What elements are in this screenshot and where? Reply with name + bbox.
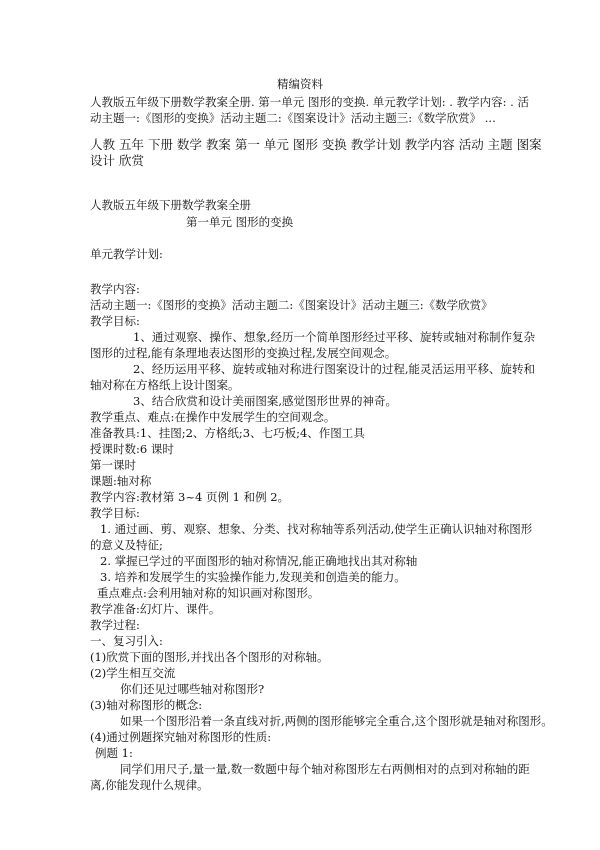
summary-line-1: 人教版五年级下册数学教案全册. 第一单元 图形的变换. 单元教学计划: . 教学内容: . 活 [90, 95, 529, 109]
keywords-line-2: 设计 欣赏 [90, 153, 144, 168]
step-2-question: 你们还见过哪些轴对称图形? [120, 682, 265, 696]
themes: 活动主题一:《图形的变换》活动主题二:《图案设计》活动主题三:《数学欣赏》 [90, 298, 493, 312]
example-1-text-b: 离,你能发现什么规律。 [90, 778, 209, 792]
step-3: (3)轴对称图形的概念: [90, 698, 203, 712]
unit-title: 第一单元 图形的变换 [186, 215, 294, 229]
unit-plan: 单元教学计划: [90, 247, 163, 261]
process-label: 教学过程: [90, 618, 140, 632]
step-3-definition: 如果一个图形沿着一条直线对折,两侧的图形能够完全重合,这个图形就是轴对称图形。 [120, 714, 553, 728]
lesson-goal-3: 3. 培养和发展学生的实验操作能力,发现美和创造美的能力。 [100, 570, 406, 584]
keywords-line-1: 人教 五年 下册 数学 教案 第一 单元 图形 变换 教学计划 教学内容 活动 主题 图案 [90, 137, 542, 152]
key-points: 教学重点、难点:在操作中发展学生的空间观念。 [90, 410, 336, 424]
step-4: (4)通过例题探究轴对称图形的性质: [90, 730, 272, 744]
lesson-goals-label: 教学目标: [90, 506, 140, 520]
lesson-1-heading: 第一课时 [90, 458, 136, 472]
goal-1-b: 图形的过程,能有条理地表达图形的变换过程,发展空间观念。 [90, 346, 397, 360]
lesson-key: 重点难点:会利用轴对称的知识画对称图形。 [97, 586, 320, 600]
goal-3: 3、结合欣赏和设计美丽图案,感觉图形世界的神奇。 [133, 394, 397, 408]
prep-tools: 准备教具:1、挂图;2、方格纸;3、七巧板;4、作图工具 [90, 426, 365, 440]
summary-line-2: 动主题一:《图形的变换》活动主题二:《图案设计》活动主题三:《数学欣赏》 ... [90, 111, 496, 125]
lesson-prep: 教学准备:幻灯片、课件。 [90, 602, 221, 616]
content-label: 教学内容: [90, 282, 140, 296]
goals-label: 教学目标: [90, 314, 140, 328]
goal-1-a: 1、通过观察、操作、想象,经历一个简单图形经过平移、旋转或轴对称制作复杂 [133, 330, 535, 344]
goal-2-b: 轴对称在方格纸上设计图案。 [90, 378, 240, 392]
goal-2-a: 2、经历运用平移、旋转或轴对称进行图案设计的过程,能灵活运用平移、旋转和 [133, 362, 535, 376]
review-heading: 一、复习引入: [90, 634, 163, 648]
lesson-topic: 课题:轴对称 [90, 474, 152, 488]
class-hours: 授课时数:6 课时 [90, 442, 174, 456]
example-1-text-a: 同学们用尺子,量一量,数一数题中每个轴对称图形左右两侧相对的点到对称轴的距 [120, 762, 530, 776]
lesson-goal-2: 2. 掌握已学过的平面图形的轴对称情况,能正确地找出其对称轴 [100, 554, 418, 568]
lesson-goal-1-b: 的意义及特征; [90, 538, 163, 552]
step-2: (2)学生相互交流 [90, 666, 176, 680]
example-1-label: 例题 1: [95, 746, 133, 760]
page-header: 精编资料 [277, 77, 323, 91]
doc-title: 人教版五年级下册数学教案全册 [90, 198, 251, 212]
lesson-content: 教学内容:教材第 3~4 页例 1 和例 2。 [90, 490, 290, 504]
lesson-goal-1-a: 1. 通过画、剪、观察、想象、分类、找对称轴等系列活动,使学生正确认识轴对称图形 [100, 522, 533, 536]
step-1: (1)欣赏下面的图形,并找出各个图形的对称轴。 [90, 650, 329, 664]
